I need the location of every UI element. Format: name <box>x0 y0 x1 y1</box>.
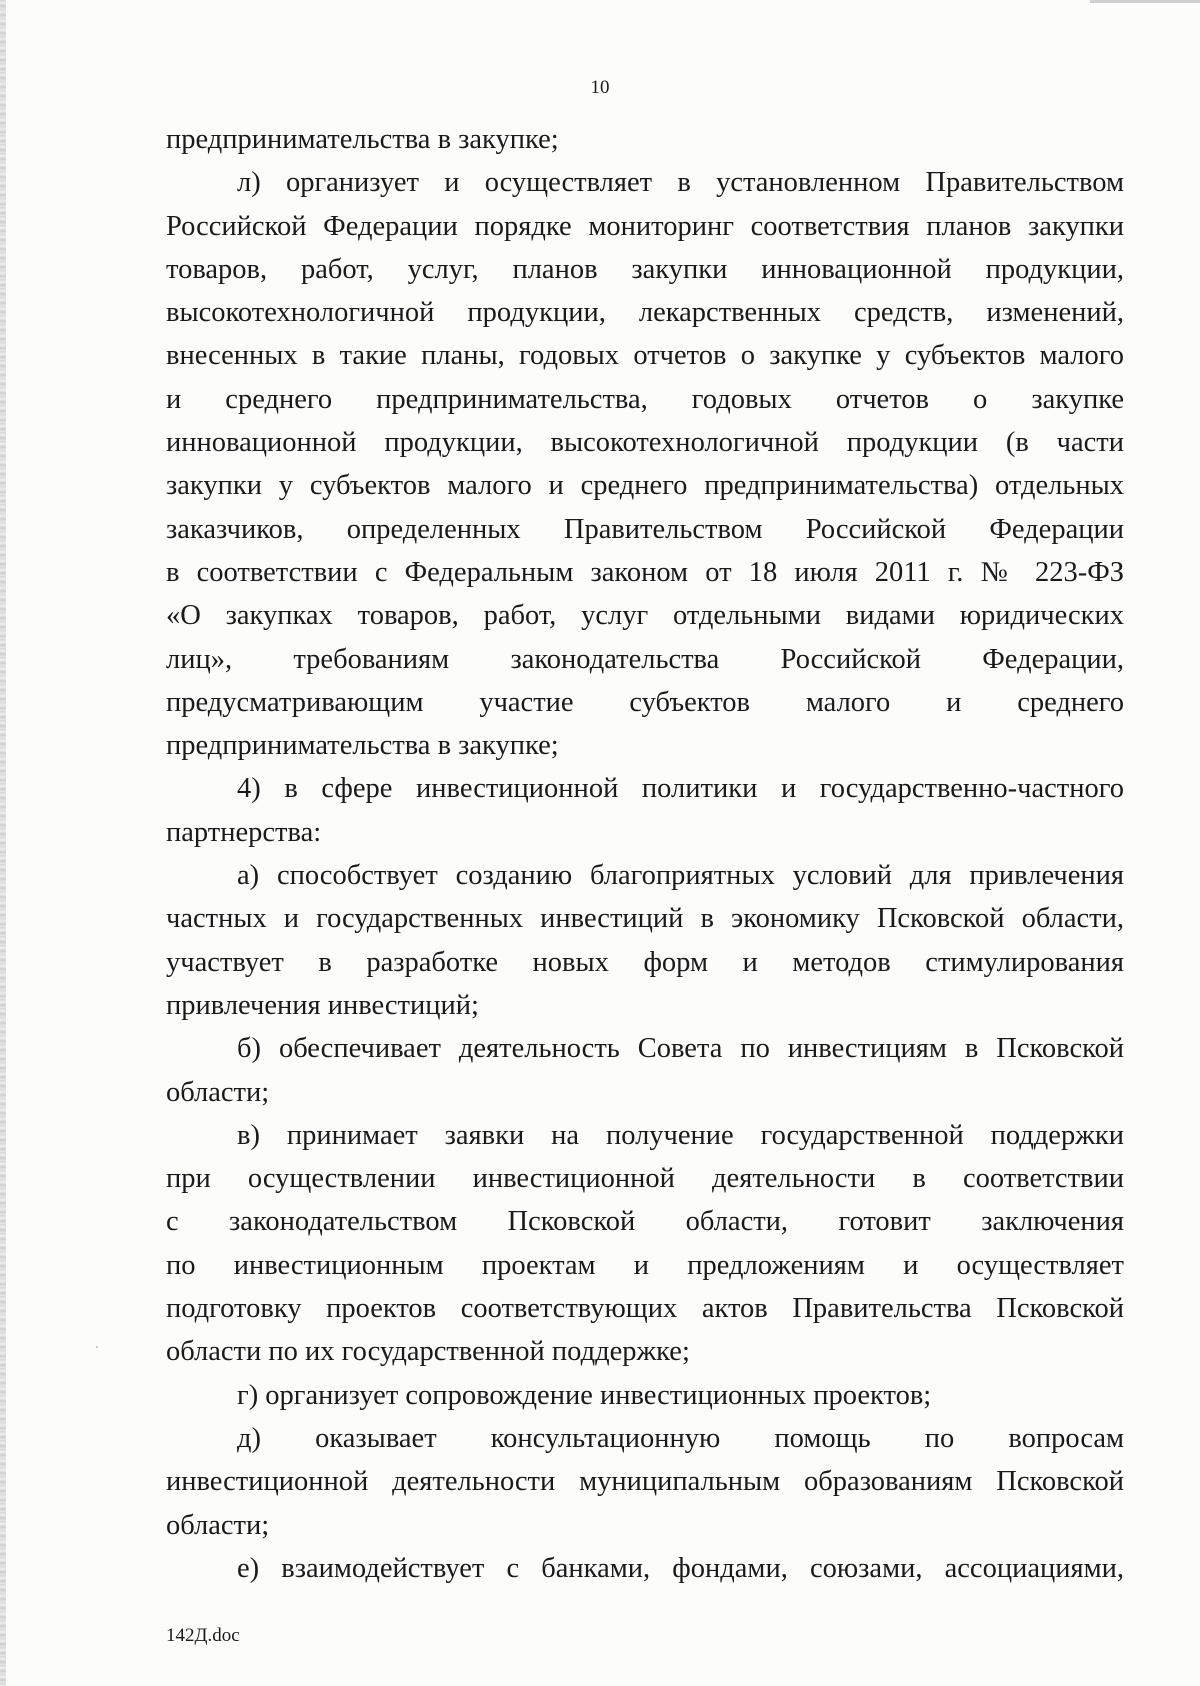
text-line: 4) в сфере инвестиционной политики и государственно-частного <box>237 773 1124 805</box>
text-line: закупки у субъектов малого и среднего предпринимательства) отдельных <box>166 470 1124 502</box>
text-line: подготовку проектов соответствующих актов Правительства Псковской <box>166 1293 1124 1325</box>
text-line: е) взаимодействует с банками, фондами, союзами, ассоциациями, <box>237 1552 1124 1584</box>
page-number: 10 <box>590 77 610 98</box>
text-line: Российской Федерации порядке мониторинг соответствия планов закупки <box>166 210 1124 242</box>
text-line: партнерства: <box>166 816 322 848</box>
footer-filename: 142Д.doc <box>166 1625 240 1646</box>
scan-edge-top <box>1090 0 1200 3</box>
text-line: внесенных в такие планы, годовых отчетов о закупке у субъектов малого <box>166 340 1124 372</box>
text-line: «О закупках товаров, работ, услуг отдельными видами юридических <box>166 600 1124 632</box>
text-line: инновационной продукции, высокотехнологичной продукции (в части <box>166 427 1124 459</box>
text-line: частных и государственных инвестиций в экономику Псковской области, <box>166 903 1124 935</box>
text-line: с законодательством Псковской области, готовит заключения <box>166 1206 1124 1238</box>
text-line: лиц», требованиям законодательства Российской Федерации, <box>166 643 1124 675</box>
text-line: области; <box>166 1076 270 1108</box>
scan-edge-left <box>0 0 6 1686</box>
text-line: инвестиционной деятельности муниципальным образованиям Псковской <box>166 1466 1124 1498</box>
text-line: б) обеспечивает деятельность Совета по инвестициям в Псковской <box>237 1033 1124 1065</box>
text-line: д) оказывает консультационную помощь по вопросам <box>237 1422 1124 1454</box>
text-line: предусматривающим участие субъектов малого и среднего <box>166 686 1124 718</box>
text-line: и среднего предпринимательства, годовых отчетов о закупке <box>166 383 1124 415</box>
document-body <box>166 118 1124 1590</box>
text-line: л) организует и осуществляет в установленном Правительством <box>237 167 1124 199</box>
text-line: области по их государственной поддержке; <box>166 1336 690 1368</box>
text-line: предпринимательства в закупке; <box>166 124 559 155</box>
text-line: г) организует сопровождение инвестиционных проектов; <box>237 1379 932 1411</box>
text-line: привлечения инвестиций; <box>166 989 479 1021</box>
text-line: товаров, работ, услуг, планов закупки инновационной продукции, <box>166 253 1124 285</box>
text-line: области; <box>166 1509 270 1541</box>
text-line: в соответствии с Федеральным законом от 18 июля 2011 г. № 223-ФЗ <box>166 556 1124 588</box>
text-line: по инвестиционным проектам и предложениям и осуществляет <box>166 1249 1124 1281</box>
scan-speck <box>96 1346 98 1348</box>
text-line: заказчиков, определенных Правительством Российской Федерации <box>166 513 1124 545</box>
text-line: а) способствует созданию благоприятных условий для привлечения <box>237 860 1124 892</box>
text-line: в) принимает заявки на получение государственной поддержки <box>237 1119 1124 1151</box>
text-line: при осуществлении инвестиционной деятельности в соответствии <box>166 1163 1124 1195</box>
text-line: предпринимательства в закупке; <box>166 730 559 762</box>
text-line: высокотехнологичной продукции, лекарственных средств, изменений, <box>166 297 1124 329</box>
text-line: участвует в разработке новых форм и методов стимулирования <box>166 946 1124 978</box>
